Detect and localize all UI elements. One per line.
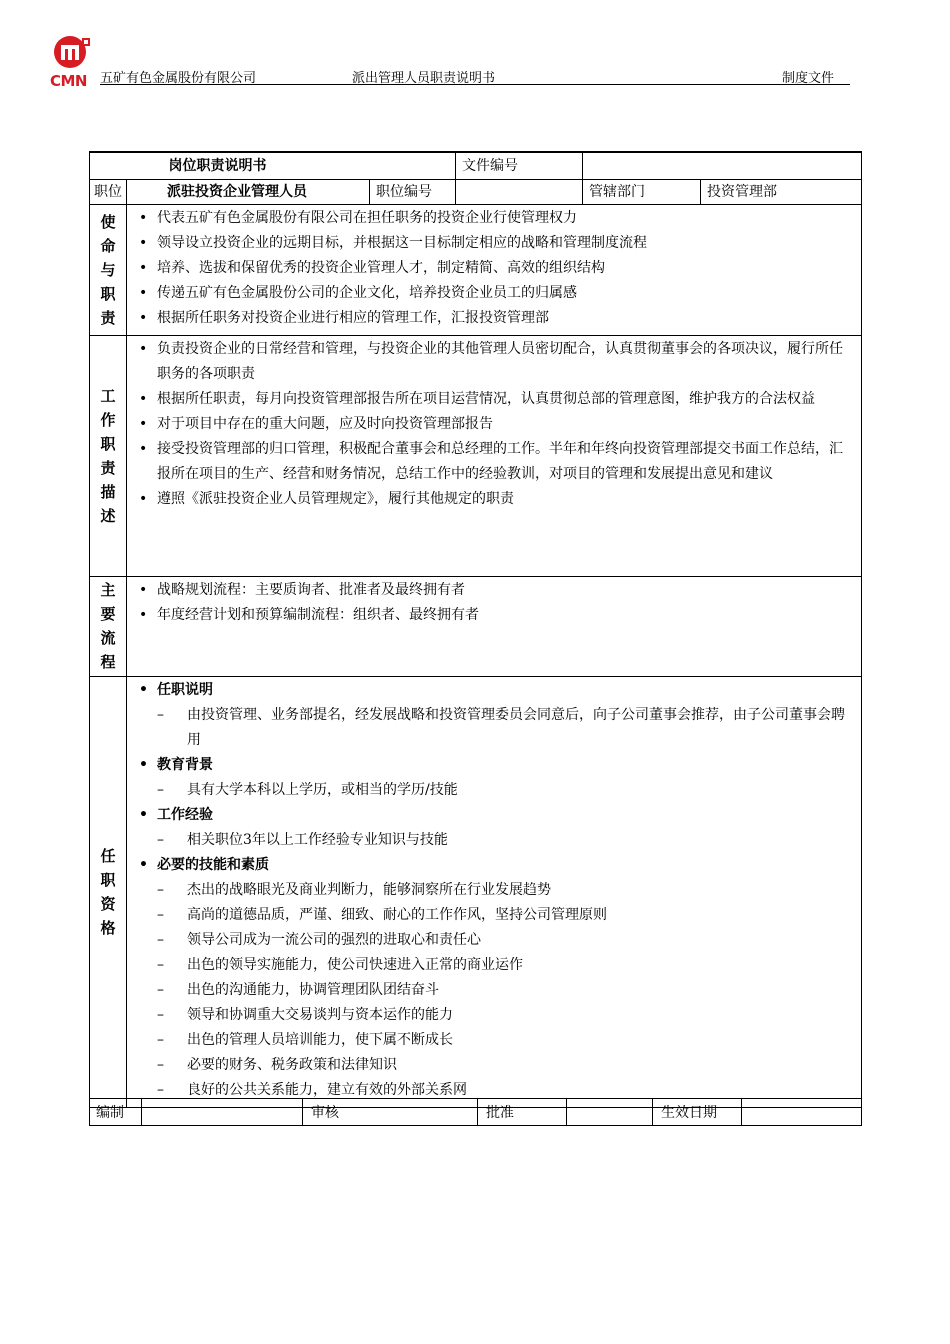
duties-item: • 遵照《派驻投资企业人员管理规定》，履行其他规定的职责 (137, 487, 855, 512)
position-value: 派驻投资企业管理人员 (127, 179, 370, 204)
process-label-char: 主 (100, 581, 116, 599)
duties-label-char: 职 (100, 434, 116, 453)
qualification-item: – 相关职位3年以上工作经验专业知识与技能 (137, 828, 855, 853)
mission-label-char: 与 (100, 260, 116, 279)
mission-label-char: 责 (100, 308, 116, 327)
qualification-content (127, 676, 862, 1107)
dept-value: 投资管理部 (701, 179, 862, 204)
process-label-char: 程 (100, 653, 116, 671)
qualification-item: – 领导公司成为一流公司的强烈的进取心和责任心 (137, 928, 855, 953)
duties-label-char: 作 (100, 410, 116, 429)
duties-item: • 负责投资企业的日常经营和管理，与投资企业的其他管理人员密切配合，认真贯彻董事会的各项决议，履行所任职务的各项职责 (137, 337, 855, 387)
qualification-label-char: 职 (100, 870, 116, 889)
qualification-label (90, 676, 127, 1107)
process-label-char: 流 (100, 629, 116, 647)
file-no-value[interactable] (583, 152, 862, 179)
mission-item: • 根据所任职务对投资企业进行相应的管理工作，汇报投资管理部 (137, 306, 855, 331)
duties-section (90, 335, 862, 576)
qualification-item: – 出色的沟通能力，协调管理团队团结奋斗 (137, 978, 855, 1003)
duties-label-char: 描 (100, 482, 116, 501)
job-description-body (89, 151, 862, 1108)
approval-footer (89, 1098, 862, 1126)
process-content (127, 576, 862, 676)
process-item: • 战略规划流程：主要质询者、批准者及最终拥有者 (137, 578, 855, 603)
qualification-group-title: • 教育背景 (137, 753, 855, 778)
qualification-item: – 杰出的战略眼光及商业判断力，能够洞察所在行业发展趋势 (137, 878, 855, 903)
duties-label-char: 责 (100, 458, 116, 477)
duties-label (90, 335, 127, 576)
qualification-item: – 高尚的道德品质，严谨、细致、耐心的工作作风，坚持公司管理原则 (137, 903, 855, 928)
duties-label-char: 述 (100, 506, 116, 525)
duties-item: • 根据所任职责，每月向投资管理部报告所在项目运营情况，认真贯彻总部的管理意图，维护我方的合法权益 (137, 387, 855, 412)
mission-label (90, 204, 127, 335)
header-doc-title: 派出管理人员职责说明书 (352, 71, 496, 86)
position-no-label: 职位编号 (370, 179, 456, 204)
duties-item: • 对于项目中存在的重大问题，应及时向投资管理部报告 (137, 412, 855, 437)
mission-item: • 代表五矿有色金属股份有限公司在担任职务的投资企业行使管理权力 (137, 206, 855, 231)
dept-label: 管辖部门 (583, 179, 701, 204)
page-header (50, 30, 850, 90)
logo-mark-icon (50, 34, 98, 74)
qualification-item: – 必要的财务、税务政策和法律知识 (137, 1053, 855, 1078)
header-doc-type: 制度文件 (782, 71, 835, 86)
file-no-label: 文件编号 (456, 152, 583, 179)
qualification-item: – 领导和协调重大交易谈判与资本运作的能力 (137, 1003, 855, 1028)
qualification-label-char: 格 (100, 918, 116, 937)
approve-value[interactable] (567, 1099, 653, 1126)
duties-content (127, 335, 862, 576)
mission-content (127, 204, 862, 335)
effective-value[interactable] (742, 1099, 862, 1126)
qualification-item: – 出色的管理人员培训能力，使下属不断成长 (137, 1028, 855, 1053)
position-no-value[interactable] (456, 179, 583, 204)
header-divider (100, 84, 850, 85)
qualification-group-title: • 必要的技能和素质 (137, 853, 855, 878)
mission-item: • 领导设立投资企业的远期目标，并根据这一目标制定相应的战略和管理制度流程 (137, 231, 855, 256)
logo-text: CMN (50, 72, 87, 90)
qualification-group-title: • 工作经验 (137, 803, 855, 828)
position-label: 职位 (90, 179, 127, 204)
form-title-cell (90, 152, 456, 179)
mission-label-char: 职 (100, 284, 116, 303)
qualification-item: – 良好的公共关系能力，建立有效的外部关系网 (137, 1078, 855, 1103)
qualification-group-title: • 任职说明 (137, 678, 855, 703)
process-label (90, 576, 127, 676)
duties-label-char: 工 (100, 386, 116, 405)
qualification-section (90, 676, 862, 1107)
qualification-item: – 由投资管理、业务部提名，经发展战略和投资管理委员会同意后，向子公司董事会推荐，由子公司董事会聘用 (137, 703, 855, 753)
review-label: 审核 (303, 1099, 478, 1126)
process-label-char: 要 (100, 605, 116, 623)
mission-item: • 培养、选拔和保留优秀的投资企业管理人才，制定精简、高效的组织结构 (137, 256, 855, 281)
compiled-label: 编制 (90, 1099, 142, 1126)
form-title-text: 岗位职责说明书 (168, 157, 267, 174)
process-section (90, 576, 862, 676)
qualification-label-char: 任 (100, 846, 116, 865)
mission-section (90, 204, 862, 335)
qualification-item: – 具有大学本科以上学历，或相当的学历/技能 (137, 778, 855, 803)
company-logo (50, 34, 98, 90)
header-company: 五矿有色金属股份有限公司 (100, 71, 257, 86)
compiled-value[interactable] (142, 1099, 303, 1126)
mission-item: • 传递五矿有色金属股份公司的企业文化，培养投资企业员工的归属感 (137, 281, 855, 306)
effective-label: 生效日期 (653, 1099, 742, 1126)
approve-label: 批准 (478, 1099, 567, 1126)
qualification-item: – 出色的领导实施能力，使公司快速进入正常的商业运作 (137, 953, 855, 978)
process-item: • 年度经营计划和预算编制流程：组织者、最终拥有者 (137, 603, 855, 628)
mission-label-char: 使 (100, 212, 116, 231)
qualification-label-char: 资 (100, 894, 116, 913)
duties-item: • 接受投资管理部的归口管理，积极配合董事会和总经理的工作。半年和年终向投资管理部提交书面工作总结，汇报所在项目的生产、经营和财务情况，总结工作中的经验教训，对项目的管理和发展提出意见和建议 (137, 437, 855, 487)
mission-label-char: 命 (100, 236, 116, 255)
